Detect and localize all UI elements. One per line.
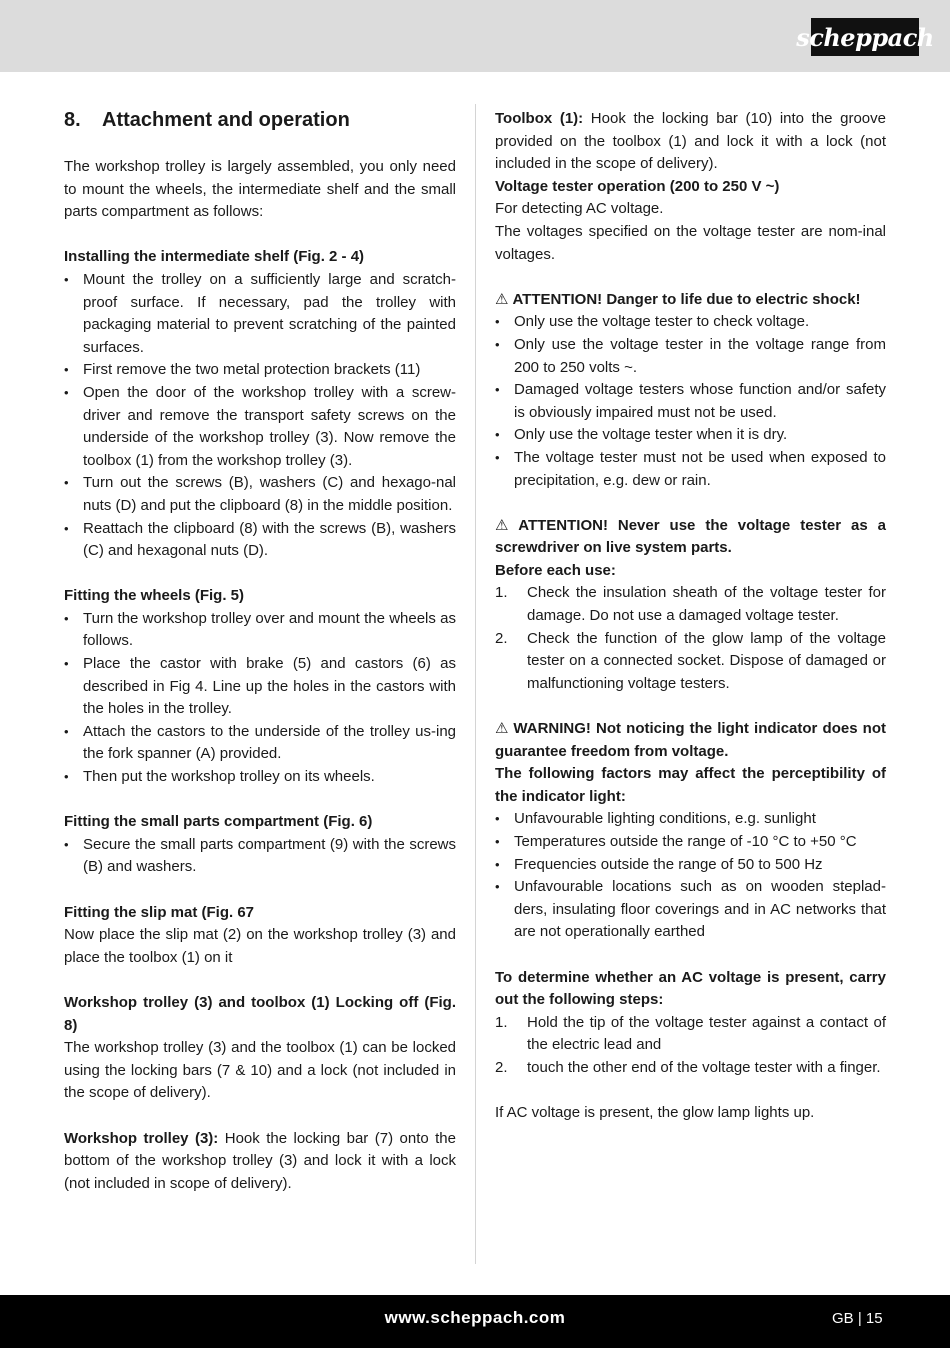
attention-1-heading: ⚠ ATTENTION! Danger to life due to electric shock! [495, 290, 861, 308]
list-item: • Only use the voltage tester to check voltage. [495, 311, 886, 334]
list-item: • Place the castor with brake (5) and castors (6) as described in Fig 4. Line up the holes in the castors with the holes in the trolley. [64, 653, 456, 721]
warning-triangle-icon: ⚠ [495, 516, 515, 534]
shelf-list [64, 269, 456, 563]
determine-steps [495, 1012, 886, 1080]
factors-list [495, 808, 886, 944]
page-number: GB | 15 [832, 1310, 883, 1327]
column-divider [475, 104, 476, 1264]
section-heading [64, 108, 456, 132]
website-link[interactable]: www.scheppach.com [384, 1308, 566, 1327]
list-item: • Mount the trolley on a sufficiently large and scratch-proof surface. If necessary, pad the trolley with packaging material to prevent scratching of the painted surfaces. [64, 269, 456, 359]
list-item: • Damaged voltage testers whose function and/or safety is obviously impaired must not be used. [495, 379, 886, 424]
slipmat-heading: Fitting the slip mat (Fig. 67 [64, 903, 255, 921]
section-number: 8. [64, 109, 81, 131]
list-item: • Unfavourable lighting conditions, e.g. sunlight [495, 808, 886, 831]
compartment-heading: Fitting the small parts compartment (Fig. 6) [64, 813, 373, 831]
wheels-heading: Fitting the wheels (Fig. 5) [64, 587, 244, 605]
toolbox-text: Hook the locking bar (10) into the groove provided on the toolbox (1) and lock it with a lock (not included in the scope of delivery). [495, 110, 886, 173]
list-item: • Attach the castors to the underside of the trolley us-ing the fork spanner (A) provided. [64, 721, 456, 766]
list-item: • Open the door of the workshop trolley with a screw-driver and remove the transport safety screws on the underside of the workshop trolley (3). Now remove the toolbox (1) from the workshop trolley (3). [64, 382, 456, 472]
list-item: • Temperatures outside the range of -10 °C to +50 °C [495, 831, 886, 854]
list-item: • Reattach the clipboard (8) with the screws (B), washers (C) and hexagonal nuts (D). [64, 518, 456, 563]
list-item: • Turn the workshop trolley over and mount the wheels as follows. [64, 608, 456, 653]
list-item: • Only use the voltage tester in the voltage range from 200 to 250 volts ~. [495, 334, 886, 379]
slipmat-text: Now place the slip mat (2) on the workshop trolley (3) and place the toolbox (1) on it [64, 926, 456, 966]
before-use-steps [495, 582, 886, 695]
list-item: • Frequencies outside the range of 50 to 500 Hz [495, 854, 886, 877]
determine-heading: To determine whether an AC voltage is present, carry out the following steps: [495, 968, 886, 1009]
shelf-heading: Installing the intermediate shelf (Fig. 2 - 4) [64, 248, 365, 266]
locking-text: The workshop trolley (3) and the toolbox (1) can be locked using the locking bars (7 & 10) and a lock (not included in the scope of delivery). [64, 1039, 456, 1102]
factors-heading: The following factors may affect the perceptibility of the indicator light: [495, 765, 886, 805]
warning-triangle-icon: ⚠ [495, 720, 510, 738]
list-item: 1. Hold the tip of the voltage tester against a contact of the electric lead and [495, 1013, 886, 1054]
left-column [64, 108, 456, 1195]
right-column [495, 108, 886, 1125]
tester-line-2: The voltages specified on the voltage tester are nom-inal voltages. [495, 222, 886, 263]
list-item: • Then put the workshop trolley on its wheels. [64, 766, 456, 789]
locking-heading: Workshop trolley (3) and toolbox (1) Locking off (Fig. 8) [64, 993, 456, 1034]
brand-logo: scheppach [811, 18, 919, 56]
toolbox-label: Toolbox (1): [495, 110, 584, 127]
trolley-paragraph [64, 1128, 456, 1196]
attention-1-list [495, 311, 886, 492]
result-text: If AC voltage is present, the glow lamp lights up. [495, 1104, 815, 1122]
list-item: 2. touch the other end of the voltage tester with a finger. [495, 1058, 881, 1076]
toolbox-paragraph [495, 108, 886, 176]
trolley-text: Hook the locking bar (7) onto the bottom of the workshop trolley (3) and lock it with a lock (not included in scope of delivery). [64, 1129, 456, 1192]
attention-2-heading: ⚠ ATTENTION! Never use the voltage tester as a screwdriver on live system parts. [495, 516, 886, 557]
warning-triangle-icon: ⚠ [495, 290, 509, 308]
section-title: Attachment and operation [102, 109, 350, 131]
wheels-list [64, 608, 456, 789]
trolley-label: Workshop trolley (3): [64, 1129, 219, 1147]
list-item: • Secure the small parts compartment (9) with the screws (B) and washers. [64, 834, 456, 879]
list-item: • Turn out the screws (B), washers (C) and hexago-nal nuts (D) and put the clipboard (8) in the middle position. [64, 472, 456, 517]
list-item: 2. Check the function of the glow lamp of the voltage tester on a connected socket. Dispose of damaged or malfunctioning voltage testers. [495, 629, 886, 692]
compartment-list [64, 834, 456, 879]
tester-heading: Voltage tester operation (200 to 250 V ~) [495, 177, 780, 195]
warning-heading: ⚠ WARNING! Not noticing the light indicator does not guarantee freedom from voltage. [495, 720, 886, 760]
list-item: • Only use the voltage tester when it is dry. [495, 424, 886, 447]
intro-paragraph: The workshop trolley is largely assembled, you only need to mount the wheels, the intermediate shelf and the small parts compartment as follows: [64, 158, 456, 221]
tester-line-1: For detecting AC voltage. [495, 200, 664, 218]
before-use-heading: Before each use: [495, 561, 616, 579]
list-item: • The voltage tester must not be used when exposed to precipitation, e.g. dew or rain. [495, 447, 886, 492]
list-item: 1. Check the insulation sheath of the voltage tester for damage. Do not use a damaged voltage tester. [495, 584, 886, 625]
footer-bar [0, 1295, 950, 1348]
list-item: • First remove the two metal protection brackets (11) [64, 359, 456, 382]
list-item: • Unfavourable locations such as on wooden steplad-ders, insulating floor coverings and in AC networks that are not operationally earthed [495, 876, 886, 944]
